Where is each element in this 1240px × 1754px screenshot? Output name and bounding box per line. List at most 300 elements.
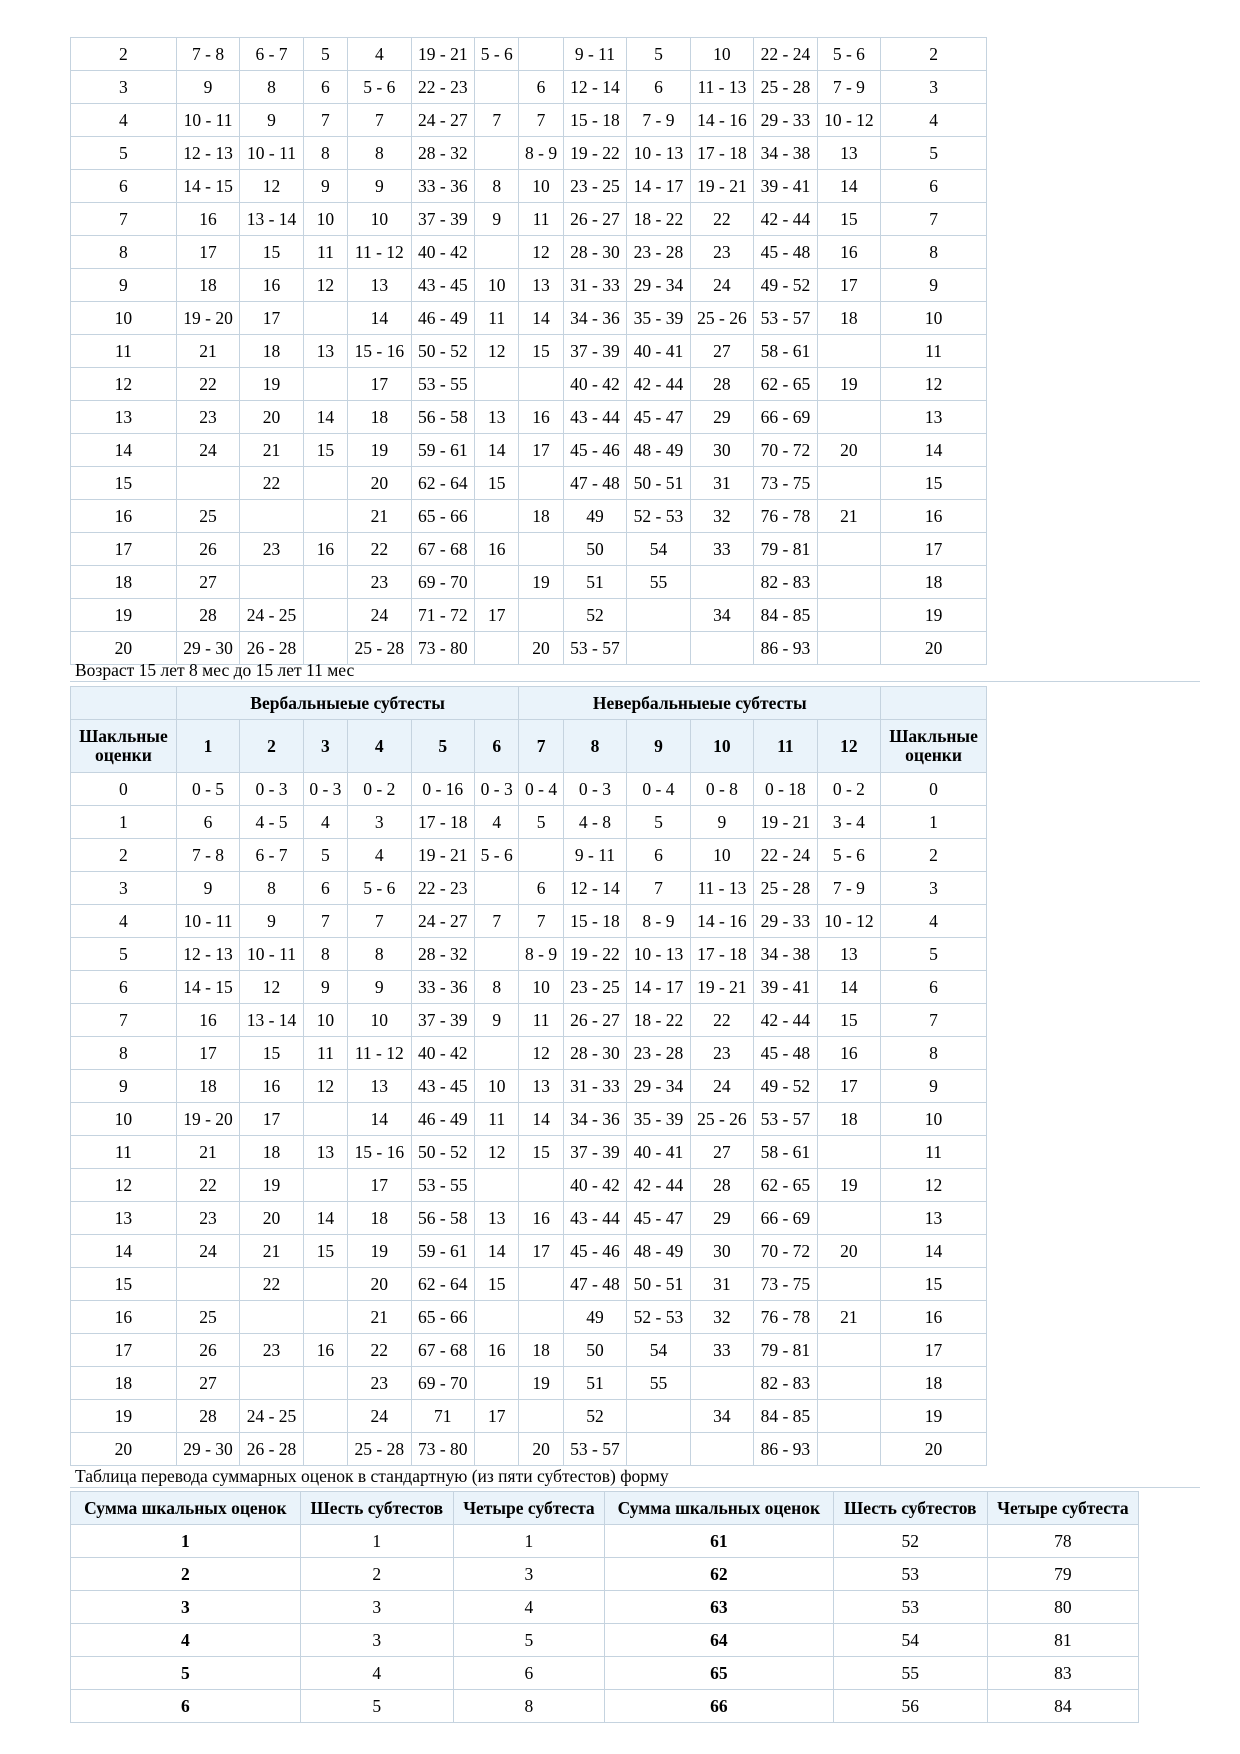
table-cell: [176, 1268, 239, 1301]
table-cell: 10: [690, 839, 753, 872]
table-row: [71, 38, 987, 71]
table-cell: 11: [303, 236, 347, 269]
table-cell: 24 - 25: [240, 1400, 303, 1433]
table-cell: 22 - 23: [411, 71, 474, 104]
table-row: [71, 599, 987, 632]
table-cell: 52: [563, 1400, 626, 1433]
table-row: [71, 401, 987, 434]
scale-table-15y8m: [70, 686, 987, 1466]
table-cell: 18: [519, 500, 563, 533]
table-cell: 7 - 8: [176, 38, 239, 71]
table-cell: 16: [475, 533, 519, 566]
table-cell: [519, 38, 563, 71]
table-cell: 18: [348, 401, 411, 434]
conversion-column-header: Четыре субтеста: [987, 1492, 1138, 1525]
table-cell: 70 - 72: [754, 434, 817, 467]
table-cell: 10: [519, 170, 563, 203]
table-cell: 7: [519, 104, 563, 137]
table-cell: 58 - 61: [754, 335, 817, 368]
table-cell: 28: [176, 599, 239, 632]
table-cell: [303, 302, 347, 335]
table-cell: 66 - 69: [754, 401, 817, 434]
table-cell: 4: [881, 104, 987, 137]
table-cell: 14 - 17: [627, 971, 690, 1004]
table-cell: 14: [71, 434, 177, 467]
table-cell: 66 - 69: [754, 1202, 817, 1235]
table-cell: 1: [881, 806, 987, 839]
table-cell: 45 - 46: [563, 434, 626, 467]
table-cell: 23 - 25: [563, 971, 626, 1004]
table-cell: 6: [519, 71, 563, 104]
table-cell: 19: [71, 1400, 177, 1433]
table-cell: 2: [300, 1558, 453, 1591]
table-cell: 7 - 9: [817, 872, 880, 905]
table-cell: 13 - 14: [240, 203, 303, 236]
table-cell: 28 - 30: [563, 1037, 626, 1070]
table-cell: 12: [71, 1169, 177, 1202]
table-cell: 19: [817, 1169, 880, 1202]
table-cell: 4 - 5: [240, 806, 303, 839]
table-cell: 5 - 6: [348, 872, 411, 905]
table-cell: 5: [71, 938, 177, 971]
subtest-column-header: 5: [411, 720, 474, 773]
table-cell: 13: [475, 401, 519, 434]
table-cell: 5: [519, 806, 563, 839]
table-cell: 52 - 53: [627, 1301, 690, 1334]
table-cell: 9 - 11: [563, 38, 626, 71]
table-cell: 50: [563, 1334, 626, 1367]
table-cell: 37 - 39: [411, 1004, 474, 1037]
table-cell: 18: [240, 335, 303, 368]
table-cell: 14: [475, 1235, 519, 1268]
table-cell: 9: [348, 971, 411, 1004]
table-cell: 48 - 49: [627, 434, 690, 467]
table-row: [71, 1433, 987, 1466]
table-row: [71, 269, 987, 302]
table-cell: 65 - 66: [411, 1301, 474, 1334]
table-cell: [817, 1202, 880, 1235]
table-cell: 20: [348, 467, 411, 500]
table-cell: 13: [71, 1202, 177, 1235]
table-cell: 16: [881, 1301, 987, 1334]
subtest-column-header: 6: [475, 720, 519, 773]
table-cell: 24: [348, 599, 411, 632]
table-cell: [475, 71, 519, 104]
table-cell: 42 - 44: [754, 203, 817, 236]
table-cell: 31 - 33: [563, 1070, 626, 1103]
table-cell: 3: [881, 872, 987, 905]
table-cell: [303, 566, 347, 599]
table-cell: 14: [519, 302, 563, 335]
table-cell: 29: [690, 1202, 753, 1235]
table-cell: 8: [453, 1690, 604, 1723]
table-cell: 7: [627, 872, 690, 905]
table-cell: 9: [303, 170, 347, 203]
table-cell: [475, 1301, 519, 1334]
table-row: [71, 1301, 987, 1334]
table-row: [71, 1103, 987, 1136]
table-cell: 17 - 18: [690, 938, 753, 971]
table-cell: 12: [475, 1136, 519, 1169]
table-cell: [519, 839, 563, 872]
table-cell: 19: [348, 434, 411, 467]
table-cell: 33 - 36: [411, 170, 474, 203]
table-cell: 45 - 46: [563, 1235, 626, 1268]
table-cell: 4: [881, 905, 987, 938]
table-cell: [475, 632, 519, 665]
table-cell: 0 - 3: [563, 773, 626, 806]
table-cell: 15: [240, 236, 303, 269]
table-cell: 14: [348, 302, 411, 335]
table-cell: 3: [881, 71, 987, 104]
table-cell: [475, 368, 519, 401]
table-cell: 3: [453, 1558, 604, 1591]
table-cell: 10: [348, 1004, 411, 1037]
table-cell: 17: [519, 1235, 563, 1268]
table-cell: 9: [348, 170, 411, 203]
table-cell: 12 - 14: [563, 872, 626, 905]
table-row: [71, 938, 987, 971]
table-cell: 1: [71, 806, 177, 839]
table-cell: 43 - 45: [411, 1070, 474, 1103]
table-cell: 33 - 36: [411, 971, 474, 1004]
table-cell: 47 - 48: [563, 1268, 626, 1301]
table-cell: 40 - 42: [411, 236, 474, 269]
table-row: [71, 368, 987, 401]
table-cell: 79 - 81: [754, 1334, 817, 1367]
table-cell: 18: [176, 269, 239, 302]
table-cell: 29 - 30: [176, 632, 239, 665]
table-cell: 79: [987, 1558, 1138, 1591]
table-cell: 84 - 85: [754, 599, 817, 632]
table-row: [71, 434, 987, 467]
table-cell: [817, 566, 880, 599]
table-cell: 79 - 81: [754, 533, 817, 566]
table-cell: 67 - 68: [411, 533, 474, 566]
table-cell: 19 - 21: [754, 806, 817, 839]
table-cell: 70 - 72: [754, 1235, 817, 1268]
table-cell: 23 - 25: [563, 170, 626, 203]
table-cell: 10: [475, 269, 519, 302]
table-cell: 81: [987, 1624, 1138, 1657]
table-cell: 16: [303, 533, 347, 566]
table-cell: 13: [881, 1202, 987, 1235]
table-row: [71, 839, 987, 872]
subtest-column-header: 10: [690, 720, 753, 773]
table-cell: 14 - 16: [690, 905, 753, 938]
table-cell: 12: [475, 335, 519, 368]
table-cell: 13: [519, 269, 563, 302]
table-cell: 15: [519, 1136, 563, 1169]
table-cell: 12 - 14: [563, 71, 626, 104]
table-row: [71, 203, 987, 236]
table-cell: 16: [240, 269, 303, 302]
table-cell: 9: [881, 1070, 987, 1103]
table-cell: 29 - 33: [754, 905, 817, 938]
table-cell: 83: [987, 1657, 1138, 1690]
table-cell: 9: [690, 806, 753, 839]
verbal-group-header: Вербальныеые субтесты: [176, 687, 519, 720]
table-cell: 25 - 28: [348, 1433, 411, 1466]
table-cell: 1: [453, 1525, 604, 1558]
table-cell: 17: [240, 1103, 303, 1136]
table-cell: 10 - 12: [817, 905, 880, 938]
corner-cell: [71, 687, 177, 720]
table-cell: 29 - 34: [627, 1070, 690, 1103]
table-cell: 54: [833, 1624, 987, 1657]
table-cell: 19: [240, 1169, 303, 1202]
table-cell: 23: [240, 1334, 303, 1367]
table-cell: [475, 1169, 519, 1202]
table-cell: 73 - 80: [411, 632, 474, 665]
table-cell: 45 - 47: [627, 1202, 690, 1235]
table-cell: [240, 566, 303, 599]
table-cell: 51: [563, 1367, 626, 1400]
table-row: [71, 1334, 987, 1367]
table-cell: 8: [71, 236, 177, 269]
table-cell: [519, 1301, 563, 1334]
table-cell: 15: [519, 335, 563, 368]
table-cell: 65: [604, 1657, 833, 1690]
table-cell: 2: [881, 38, 987, 71]
table-cell: 76 - 78: [754, 1301, 817, 1334]
conversion-table: [70, 1491, 1139, 1723]
table-cell: 18: [176, 1070, 239, 1103]
table-cell: 21: [176, 335, 239, 368]
table-cell: 3 - 4: [817, 806, 880, 839]
table-cell: 43 - 44: [563, 401, 626, 434]
table-cell: 50 - 51: [627, 1268, 690, 1301]
table-cell: 4: [348, 38, 411, 71]
table-cell: 14: [475, 434, 519, 467]
table-cell: 78: [987, 1525, 1138, 1558]
scale-header-right: Шакльные оценки: [881, 720, 987, 773]
table-cell: 28: [176, 1400, 239, 1433]
table-cell: 19 - 21: [411, 38, 474, 71]
table-cell: 0 - 4: [519, 773, 563, 806]
table-cell: 5: [303, 839, 347, 872]
subtest-column-header: 2: [240, 720, 303, 773]
table-cell: 55: [627, 1367, 690, 1400]
table-row: [71, 71, 987, 104]
subtest-column-header: 8: [563, 720, 626, 773]
table-cell: 12: [881, 368, 987, 401]
table-cell: 35 - 39: [627, 1103, 690, 1136]
table-cell: 15: [475, 1268, 519, 1301]
table-cell: 8: [71, 1037, 177, 1070]
table-cell: 16: [519, 1202, 563, 1235]
table-cell: [817, 533, 880, 566]
table-cell: 10 - 12: [817, 104, 880, 137]
table-cell: 14: [881, 1235, 987, 1268]
table-cell: 15: [71, 1268, 177, 1301]
table-cell: 21: [348, 1301, 411, 1334]
table-row: [71, 467, 987, 500]
table-cell: 24: [690, 269, 753, 302]
table-cell: 51: [563, 566, 626, 599]
table-cell: 10: [71, 1103, 177, 1136]
table-cell: 17: [71, 533, 177, 566]
table-cell: 49 - 52: [754, 269, 817, 302]
table-cell: 8: [881, 236, 987, 269]
table-cell: 11: [303, 1037, 347, 1070]
table-cell: 0 - 18: [754, 773, 817, 806]
table-cell: 14: [817, 170, 880, 203]
table-cell: 61: [604, 1525, 833, 1558]
table-cell: 4: [475, 806, 519, 839]
table-cell: 82 - 83: [754, 1367, 817, 1400]
table-cell: 15: [817, 1004, 880, 1037]
table-cell: 13 - 14: [240, 1004, 303, 1037]
table-cell: 21: [817, 500, 880, 533]
table-cell: 10: [348, 203, 411, 236]
table-cell: [817, 335, 880, 368]
table-cell: [303, 1268, 347, 1301]
table-cell: 6: [627, 839, 690, 872]
table-cell: 15 - 16: [348, 1136, 411, 1169]
table-cell: 76 - 78: [754, 500, 817, 533]
table-row: [71, 1591, 1139, 1624]
table-cell: 11: [881, 1136, 987, 1169]
table-cell: [240, 1367, 303, 1400]
table-cell: [475, 236, 519, 269]
table-cell: 46 - 49: [411, 1103, 474, 1136]
table-cell: 40 - 42: [563, 368, 626, 401]
table-cell: 16: [817, 1037, 880, 1070]
table-cell: 9: [71, 1070, 177, 1103]
table-cell: 19 - 22: [563, 137, 626, 170]
table-cell: 45 - 48: [754, 1037, 817, 1070]
table-row: [71, 773, 987, 806]
table-cell: [519, 599, 563, 632]
table-cell: 7: [475, 905, 519, 938]
table-cell: 29 - 30: [176, 1433, 239, 1466]
table-cell: 28: [690, 368, 753, 401]
table-cell: 6: [71, 1690, 301, 1723]
table-cell: 14: [817, 971, 880, 1004]
table-cell: 6 - 7: [240, 38, 303, 71]
table-cell: 21: [240, 434, 303, 467]
table-cell: 1: [71, 1525, 301, 1558]
table-cell: 4: [71, 104, 177, 137]
table-cell: 9: [240, 104, 303, 137]
table-cell: 14 - 15: [176, 170, 239, 203]
table-cell: 23: [348, 566, 411, 599]
table-cell: 11: [475, 1103, 519, 1136]
table-cell: 9: [475, 1004, 519, 1037]
conversion-column-header: Шесть субтестов: [300, 1492, 453, 1525]
table-cell: 80: [987, 1591, 1138, 1624]
table-cell: 59 - 61: [411, 1235, 474, 1268]
table-cell: 13: [519, 1070, 563, 1103]
table-cell: 15 - 16: [348, 335, 411, 368]
table-cell: [303, 599, 347, 632]
table-row: [71, 335, 987, 368]
table-cell: 6 - 7: [240, 839, 303, 872]
table-cell: 23: [240, 533, 303, 566]
table-cell: 22 - 24: [754, 38, 817, 71]
table-cell: [303, 1169, 347, 1202]
table-row: [71, 1657, 1139, 1690]
table-cell: 7: [881, 1004, 987, 1037]
table-cell: 22: [690, 1004, 753, 1037]
table-cell: 4: [71, 1624, 301, 1657]
table-cell: 7 - 8: [176, 839, 239, 872]
table-cell: 34: [690, 1400, 753, 1433]
subtest-column-header: 12: [817, 720, 880, 773]
table-cell: 42 - 44: [754, 1004, 817, 1037]
table-cell: 6: [303, 872, 347, 905]
table-cell: 49: [563, 500, 626, 533]
table-cell: [690, 566, 753, 599]
table-cell: 11: [519, 1004, 563, 1037]
table-cell: 0: [881, 773, 987, 806]
table-cell: 17: [348, 368, 411, 401]
table-cell: 16: [475, 1334, 519, 1367]
table-row: [71, 1558, 1139, 1591]
table-cell: 7: [475, 104, 519, 137]
table-cell: 17: [881, 1334, 987, 1367]
table-cell: 17: [519, 434, 563, 467]
table-cell: 10: [71, 302, 177, 335]
table-cell: [303, 1400, 347, 1433]
table-cell: 9: [71, 269, 177, 302]
table-cell: [240, 500, 303, 533]
table-cell: 12: [71, 368, 177, 401]
table-cell: [240, 1301, 303, 1334]
table-cell: 22: [690, 203, 753, 236]
table-cell: 9: [176, 71, 239, 104]
table-cell: 16: [881, 500, 987, 533]
table-row: [71, 1004, 987, 1037]
table-cell: 35 - 39: [627, 302, 690, 335]
table-cell: 20: [519, 1433, 563, 1466]
table-cell: 10: [475, 1070, 519, 1103]
table-cell: 11 - 12: [348, 236, 411, 269]
table-cell: [475, 500, 519, 533]
table-cell: [817, 1400, 880, 1433]
table-cell: 26: [176, 533, 239, 566]
table-cell: 14: [303, 1202, 347, 1235]
table-cell: 12: [303, 269, 347, 302]
table-cell: 26 - 27: [563, 1004, 626, 1037]
subtest-column-header: 4: [348, 720, 411, 773]
table-cell: 17: [475, 1400, 519, 1433]
table-cell: 64: [604, 1624, 833, 1657]
table-cell: 12: [519, 236, 563, 269]
table-cell: 31: [690, 1268, 753, 1301]
table-cell: 6: [71, 170, 177, 203]
table-cell: 8: [240, 71, 303, 104]
table-cell: [519, 368, 563, 401]
table-cell: 28 - 32: [411, 938, 474, 971]
table-cell: 18: [817, 302, 880, 335]
table-cell: 17: [71, 1334, 177, 1367]
table-cell: 33: [690, 1334, 753, 1367]
table-cell: 8: [475, 170, 519, 203]
table-cell: 56 - 58: [411, 1202, 474, 1235]
conversion-column-header: Сумма шкальных оценок: [71, 1492, 301, 1525]
table-cell: 12 - 13: [176, 137, 239, 170]
table-cell: 26: [176, 1334, 239, 1367]
table-cell: [817, 1136, 880, 1169]
table-cell: [817, 1334, 880, 1367]
table-cell: 48 - 49: [627, 1235, 690, 1268]
table-cell: 23: [348, 1367, 411, 1400]
table-cell: 8: [303, 938, 347, 971]
table-cell: 20: [348, 1268, 411, 1301]
table-cell: 12: [240, 170, 303, 203]
